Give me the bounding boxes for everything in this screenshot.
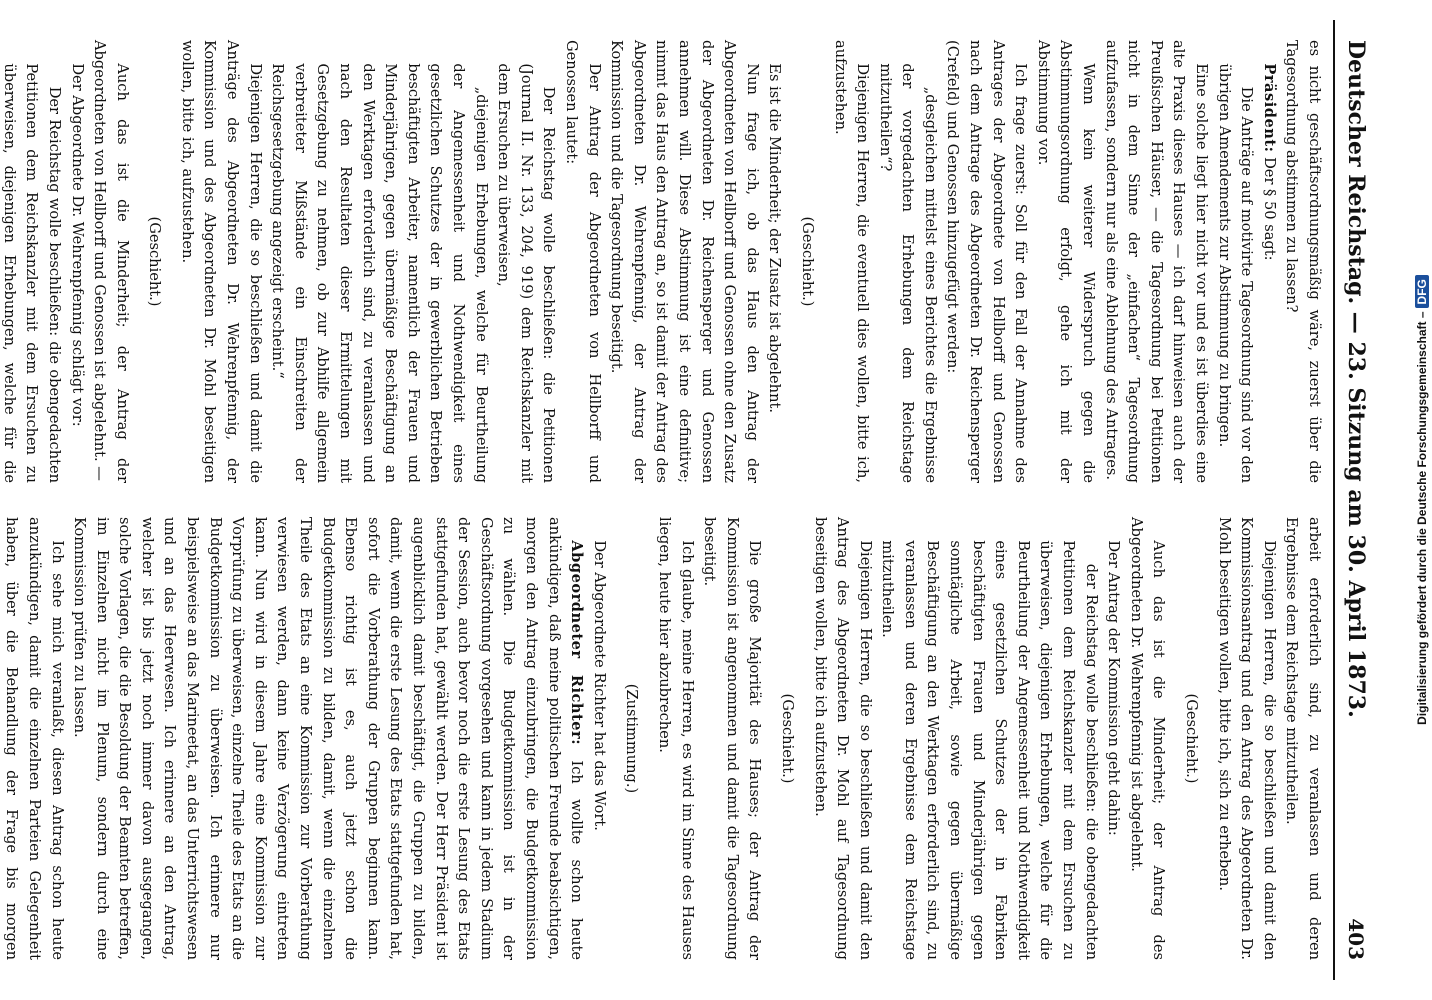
paragraph: „desgleichen mittelst eines Berichtes die Ergebnisse der vorgedachten Erhebungen dem Reichstage mitzutheilen“? bbox=[876, 63, 939, 483]
paragraph: Ich frage zuerst: Soll für den Fall der Annahme des Antrages der Abgeordnete von Hellborff und Genossen nach dem Antrage des Abgeordneten Dr. Reichensperger (Crefeld) und Genossen hinzugefügt werden: bbox=[944, 40, 1030, 483]
paragraph: Die große Majorität des Hauses; der Antrag der Kommission ist angenommen und damit die Tagesordnung beseitigt. bbox=[701, 517, 764, 960]
paragraph: Auch das ist die Minderheit; der Antrag des Abgeordneten Dr. Wehrenpfennig ist abgelehnt. bbox=[1127, 517, 1168, 960]
paragraph: Es ist die Minderheit; der Zusatz ist abgelehnt. bbox=[766, 63, 784, 413]
paragraph: Ich glaube, meine Herren, es wird im Sinne des Hauses liegen, heute hier abzubrechen. bbox=[655, 517, 696, 960]
right-column bbox=[3, 517, 1325, 960]
paragraph: Der Antrag der Abgeordneten von Hellborff und Genossen lautet: bbox=[563, 40, 603, 483]
left-column bbox=[0, 40, 1325, 483]
dfg-side-banner bbox=[1414, 0, 1432, 1000]
paragraph: Diejenigen Herren, die eventuell dies wollen, bitte ich, aufzustehen. bbox=[831, 40, 872, 483]
stage-direction: (Geschieht.) bbox=[1183, 693, 1201, 784]
page-header bbox=[1333, 20, 1369, 980]
paragraph: Wenn kein weiterer Widerspruch gegen die Abstimmungsordnung erfolgt, gehe ich mit der Abstimmung vor. bbox=[1034, 40, 1098, 483]
paragraph: Der Reichstag wolle beschließen: die Petitionen (Journal II. Nr. 133, 204, 919) dem Reichskanzler mit dem Ersuchen zu überweisen, bbox=[495, 63, 558, 483]
paragraph: Auch das ist die Minderheit; der Antrag der Abgeordneten von Hellborff und Genossen ist abgelehnt. — bbox=[91, 40, 131, 483]
page-number: 403 bbox=[1344, 918, 1368, 960]
paragraph: der Reichstag wolle beschließen: die obengedachten Petitionen dem Reichskanzler mit dem Ersuchen zu überweisen, diejenigen Erhebungen, welche für die Beurtheilung der Angemessenheit und Nothwendigkeit eines gesetzlichen Schutzes der in Fabriken beschäftigten Frauen und Minderjährigen gegen sonntägliche Arbeit, sowie gegen übermäßige Beschäftigung an den Werktagen erforderlich sind, zu veranlassen und deren Ergebnisse dem Reichstage mitzutheilen. bbox=[879, 540, 1100, 960]
paragraph: Die Anträge auf motivirte Tagesordnung sind vor den übrigen Amendements zur Abstimmung zu bringen. bbox=[1215, 63, 1256, 483]
paragraph: Ich sehe mich veranlaßt, diesen Antrag schon heute anzukündigen, damit die einzelnen Parteien Gelegenheit haben, über die Behandlung der Frage bis morgen bbox=[3, 517, 66, 960]
speech-paragraph bbox=[68, 517, 588, 960]
stage-direction: (Geschieht.) bbox=[798, 216, 816, 307]
speaker-name: Abgeordneter Richter: bbox=[568, 540, 586, 746]
paragraph: Diejenigen Herren, die so beschließen und damit die Anträge des Abgeordneten Dr. Wehrenpfennig, der Kommission und des Abgeordneten Dr. Mohl beseitigen wollen, bitte ich, aufzustehen. bbox=[178, 40, 264, 483]
text-columns bbox=[0, 40, 1325, 960]
speech-paragraph bbox=[1257, 40, 1280, 483]
paragraph: Der Reichstag wolle beschließen: die obengedachten Petitionen dem Reichskanzler mit dem Ersuchen zu überweisen, diejenigen Erhebungen, welche für die bbox=[0, 63, 63, 483]
paragraph: es nicht geschäftsordnungsmäßig wäre, zuerst über die Tagesordnung abstimmen zu lassen? bbox=[1283, 40, 1323, 483]
header-title: Deutscher Reichstag. — 23. Sitzung am 30. April 1873. bbox=[1343, 40, 1369, 718]
paragraph: Der Antrag der Kommission geht dahin: bbox=[1105, 540, 1123, 836]
speaker-name: Präsident: bbox=[1260, 63, 1278, 153]
paragraph: Nun frage ich, ob das Haus den Antrag der Abgeordneten von Hellborff und Genossen ohne den Zusatz der Abgeordneten Dr. Reichensperger und Genossen annehmen will. Diese Abstimmung ist eine definitive; nimmt das Haus den Antrag an, so ist damit der Antrag des Abgeordneten Dr. Wehrenpfennig, der Antrag der Kommission und die Tagesordnung beseitigt. bbox=[608, 40, 761, 483]
scanned-page bbox=[1, 20, 1391, 980]
dfg-banner-label: Digitalisierung gefördert durch die Deutsche Forschungsgemeinschaft – bbox=[1415, 311, 1429, 725]
dfg-logo: DFG bbox=[1415, 275, 1429, 308]
paragraph: Diejenigen Herren, die so beschließen und damit den Kommissionsantrag und den Antrag des Abgeordneten Dr. Mohl beseitigen wollen, bitte ich, sich zu erheben. bbox=[1215, 517, 1278, 960]
paragraph: Diejenigen Herren, die so beschließen und damit den Antrag des Abgeordneten Dr. Mohl auf Tagesordnung beseitigen wollen, bitte ich aufzustehen. bbox=[811, 517, 874, 960]
stage-direction: (Zustimmung.) bbox=[623, 683, 641, 794]
speech-text: Ich wollte schon heute ankündigen, daß meine politischen Freunde beabsichtigen, morgen den Antrag einzubringen, die Budgetkommission zu wählen. Die Budgetkommission ist in der Geschäftsordnung vorgesehen und kann in jedem Stadium der Session, auch bevor noch die erste Lesung des Etats stattgefunden hat, gewählt werden. Der Herr Präsident ist augenblicklich damit beschäftigt, die Gruppen zu bilden, damit, wenn die erste Lesung des Etats stattgefunden hat, sofort die Vorberathung der Gruppen beginnen kann. Ebenso richtig ist es, auch jetzt schon die Budgetkommission zu bilden, damit, wenn die einzelnen Theile des Etats an eine Kommission zur Vorberathung verwiesen werden, dann keine Verzögerung eintreten kann. Nun wird in diesem Jahre eine Kommission zur Vorprüfung zu überweisen, einzelne Theile des Etats an die Budgetkommission zu überweisen. Ich erinnere nur beispielsweise an das Marineetat, an das Unterrichtswesen und an das Heerwesen. Ich erinnere an den Antrag, welcher ist bis jetzt noch immer davon ausgegangen, solche Vorlagen, die die Besoldung der Beamten betreffen, im Einzelnen nicht im Plenum, sondern durch eine Kommission prüfen zu lassen. bbox=[71, 517, 586, 960]
paragraph: Der Abgeordnete Dr. Wehrenpfennig schlägt vor: bbox=[68, 63, 86, 427]
dfg-banner-text bbox=[1415, 0, 1431, 1000]
paragraph: Der Abgeordnete Richter hat das Wort. bbox=[590, 540, 608, 831]
paragraph: arbeit erforderlich sind, zu veranlassen und deren Ergebnisse dem Reichstage mitzutheilen. bbox=[1283, 517, 1323, 960]
paragraph: „diejenigen Erhebungen, welche für Beurtheilung der Angemessenheit und Nothwendigkeit eines gesetzlichen Schutzes der in gewerblichen Betrieben beschäftigten Arbeiter, namentlich der Frauen und Minderjährigen, gegen übermäßige Beschäftigung an den Werktagen erforderlich sind, zu veranlassen und nach den Resultaten dieser Ermittelungen mit Gesetzgebung zu nehmen, ob zur Abhilfe allgemein verbreiteter Mißstände ein Einschreiten der Reichsgesetzgebung angezeigt erscheint.“ bbox=[269, 63, 490, 483]
stage-direction: (Geschieht.) bbox=[146, 216, 164, 307]
stage-direction: (Geschieht.) bbox=[778, 693, 796, 784]
speech-text: Der § 50 sagt: bbox=[1260, 152, 1278, 261]
paragraph: Eine solche liegt hier nicht vor und es ist überdies eine alte Praxis dieses Hauses — ich darf hinweisen auch der Preußischen Häuser, — die Tagesordnung bei Petitionen nicht in dem Sinne der „einfachen“ Tagesordnung aufzufassen, sondern nur als eine Ablehnung des Antrages. bbox=[1102, 40, 1211, 483]
